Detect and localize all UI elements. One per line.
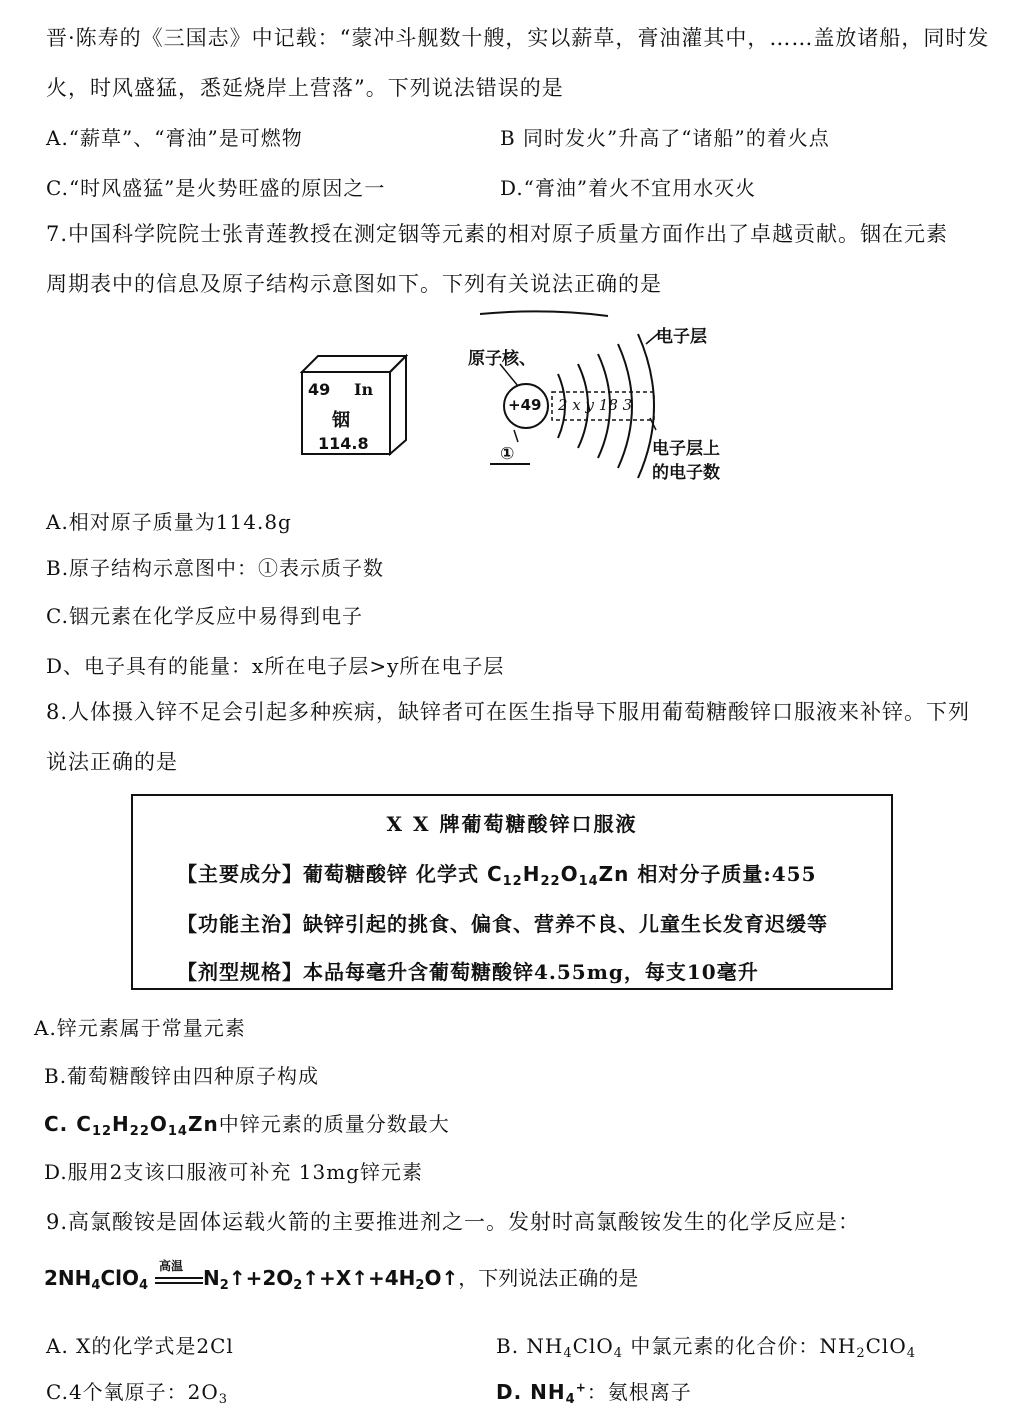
c-formula-o-count: 14	[167, 1124, 188, 1139]
q6-option-b: B 同时发火”升高了“诸船”的着火点	[500, 126, 830, 150]
nucleus-label: 原子核、	[468, 349, 536, 369]
q6-stem-line1: 晋·陈寿的《三国志》中记载：“蒙冲斗舰数十艘，实以薪草，膏油灌其中，……盖放诸船，同时发	[46, 26, 990, 50]
q8-option-c-letter: C.	[44, 1112, 77, 1136]
formula-c-count: 12	[502, 874, 523, 889]
shell-count-label-1: 电子层上	[652, 439, 720, 459]
reactant-clo: ClO	[100, 1266, 139, 1290]
product-o: ↑+2O	[228, 1266, 294, 1290]
formula-h-count: 22	[540, 874, 561, 889]
ingredients-suffix: 相对分子质量:455	[629, 862, 817, 886]
equals-bar-bottom	[155, 1282, 203, 1284]
c-formula-c-count: 12	[91, 1124, 113, 1139]
q7-stem-line1: 7.中国科学院院士张青莲教授在测定铟等元素的相对原子质量方面作出了卓越贡献。铟在元素	[46, 222, 949, 246]
product-h-sub: 2	[415, 1278, 425, 1293]
proton-marker: ①	[500, 444, 515, 464]
q7-stem-line2: 周期表中的信息及原子结构示意图如下。下列有关说法正确的是	[46, 272, 662, 296]
d-sub: 4	[565, 1392, 576, 1407]
electron-shell-counts: 2 x y 18 3	[558, 396, 633, 414]
nucleus-charge: +49	[508, 396, 542, 414]
formula-zn: Zn	[598, 862, 630, 886]
c-text: C.4个氧原子：2O	[46, 1380, 219, 1404]
reactant-nh: 2NH	[44, 1266, 92, 1290]
product-water-o: O↑	[424, 1266, 459, 1290]
atomic-mass: 114.8	[318, 434, 369, 453]
q7-option-b: B.原子结构示意图中：①表示质子数	[46, 556, 385, 580]
q6-stem-line2: 火，时风盛猛，悉延烧岸上营落”。下列说法错误的是	[46, 76, 564, 100]
product-title: X X 牌葡萄糖酸锌口服液	[386, 812, 638, 836]
q8-option-d: D.服用2支该口服液可补充 13mg锌元素	[44, 1160, 423, 1184]
ingredient-formula	[486, 862, 630, 889]
reaction-equation	[44, 1258, 639, 1293]
reactant-sub1: 4	[91, 1278, 101, 1293]
q7-option-a: A.相对原子质量为114.8g	[46, 510, 292, 534]
shell-label: 电子层	[656, 327, 707, 347]
c-formula-zn: Zn	[187, 1112, 219, 1136]
c-formula-h: H	[112, 1112, 130, 1136]
reaction-tail: ，下列说法正确的是	[458, 1266, 639, 1290]
element-name: 铟	[332, 410, 350, 431]
q6-option-c: C.“时风盛猛”是火势旺盛的原因之一	[46, 176, 386, 200]
q9-option-c	[46, 1376, 228, 1405]
d-sup: +	[575, 1380, 587, 1395]
formula-c: C	[486, 862, 503, 886]
q8-option-c	[44, 1108, 450, 1137]
q8-option-c-text: 中锌元素的质量分数最大	[218, 1112, 450, 1136]
product-n: N	[203, 1266, 220, 1290]
atomic-number: 49	[308, 380, 331, 399]
q9-stem-line1: 9.高氯酸铵是固体运载火箭的主要推进剂之一。发射时高氯酸铵发生的化学反应是：	[46, 1210, 861, 1234]
q8-option-a: A.锌元素属于常量元素	[34, 1016, 246, 1040]
q6-option-a: A.“薪草”、“膏油”是可燃物	[46, 126, 303, 150]
q6-option-d: D.“膏油”着火不宜用水灭火	[500, 176, 757, 200]
b-text: 中氯元素的化合价：NH	[623, 1334, 857, 1358]
product-label-box	[131, 794, 893, 990]
b-sub3: 2	[856, 1346, 866, 1361]
b-sub2: 4	[613, 1346, 624, 1361]
ingredients-prefix: 【主要成分】葡萄糖酸锌 化学式	[177, 862, 487, 886]
b-clo: ClO	[572, 1334, 614, 1358]
b-sub1: 4	[563, 1346, 573, 1361]
q8-option-b: B.葡萄糖酸锌由四种原子构成	[44, 1064, 320, 1088]
c-formula-o: O	[149, 1112, 168, 1136]
shell-count-label-2: 的电子数	[652, 463, 720, 483]
b-clo-end: ClO	[865, 1334, 907, 1358]
q9-option-b	[496, 1330, 916, 1359]
d-nh: D. NH	[496, 1380, 566, 1404]
product-indications: 【功能主治】缺锌引起的挑食、偏食、营养不良、儿童生长发育迟缓等	[177, 912, 828, 936]
product-n-sub: 2	[219, 1278, 229, 1293]
element-cell-indium	[298, 330, 408, 456]
product-ingredients	[177, 858, 817, 887]
formula-h: H	[522, 862, 541, 886]
condition-text: 高温	[159, 1258, 184, 1273]
d-text: ：氨根离子	[586, 1380, 692, 1404]
q7-option-d: D、电子具有的能量：x所在电子层>y所在电子层	[46, 654, 505, 678]
q7-option-c: C.铟元素在化学反应中易得到电子	[46, 604, 363, 628]
atomic-structure-diagram	[460, 308, 750, 488]
reactant-sub2: 4	[139, 1278, 149, 1293]
q8-stem-line2: 说法正确的是	[46, 750, 178, 774]
reaction-condition	[155, 1258, 203, 1291]
product-x-h: ↑+X↑+4H	[302, 1266, 416, 1290]
b-nh: B. NH	[496, 1334, 564, 1358]
c-sub: 3	[218, 1392, 229, 1407]
product-o-sub: 2	[293, 1278, 303, 1293]
product-specification: 【剂型规格】本品每毫升含葡萄糖酸锌4.55mg，每支10毫升	[177, 960, 759, 984]
q9-option-d	[496, 1376, 692, 1405]
equals-bar-top	[155, 1277, 203, 1279]
q8-option-c-formula	[76, 1112, 219, 1139]
c-formula-c: C	[76, 1112, 92, 1136]
c-formula-h-count: 22	[129, 1124, 150, 1139]
b-sub4: 4	[906, 1346, 917, 1361]
formula-o: O	[560, 862, 579, 886]
q9-option-a: A. X的化学式是2Cl	[46, 1334, 234, 1358]
formula-o-count: 14	[578, 874, 599, 889]
q8-stem-line1: 8.人体摄入锌不足会引起多种疾病，缺锌者可在医生指导下服用葡萄糖酸锌口服液来补锌。下列	[46, 700, 971, 724]
element-symbol: In	[354, 380, 374, 399]
